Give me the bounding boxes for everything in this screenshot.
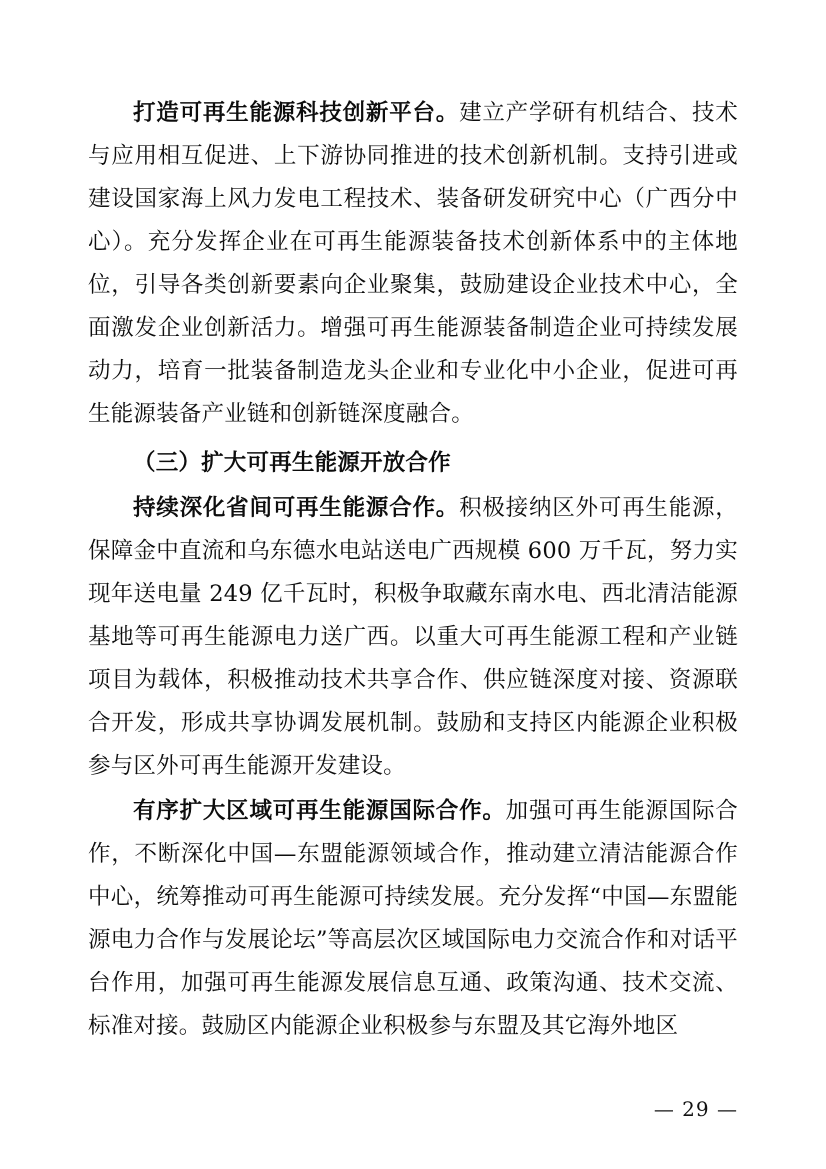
paragraph-international (88, 790, 738, 1048)
paragraph-interprovincial (88, 487, 738, 788)
section-heading-three: （三）扩大可再生能源开放合作 (133, 450, 451, 476)
paragraph-text: 积极接纳区外可再生能源，保障金中直流和乌东德水电站送电广西规模 600 万千瓦，努力实现年送电量 249 亿千瓦时，积极争取藏东南水电、西北清洁能源基地等可再生能源电力送广西。以重大可再生能源工程和产业链项目为载体，积极推动技术共享合作、供应链深度对接、资源联合开发，形成共享协调发展机制。鼓励和支持区内能源企业积极参与区外可再生能源开发建设。 (88, 495, 738, 779)
paragraph-lead: 打造可再生能源科技创新平台。 (133, 100, 460, 126)
paragraph-text: 加强可再生能源国际合作，不断深化中国—东盟能源领域合作，推动建立清洁能源合作中心，统筹推动可再生能源可持续发展。充分发挥“中国—东盟能源电力合作与发展论坛”等高层次区域国际电力交流合作和对话平台作用，加强可再生能源发展信息互通、政策沟通、技术交流、标准对接。鼓励区内能源企业积极参与东盟及其它海外地区 (88, 798, 738, 1039)
paragraph-platform (88, 92, 738, 436)
page-number: — 29 — (653, 1097, 738, 1121)
paragraph-lead: 持续深化省间可再生能源合作。 (133, 495, 460, 521)
document-body (88, 92, 738, 1048)
paragraph-lead: 有序扩大区域可再生能源国际合作。 (133, 798, 506, 824)
paragraph-text: 建立产学研有机结合、技术与应用相互促进、上下游协同推进的技术创新机制。支持引进或建设国家海上风力发电工程技术、装备研发研究中心（广西分中心）。充分发挥企业在可再生能源装备技术创新体系中的主体地位，引导各类创新要素向企业聚集，鼓励建设企业技术中心，全面激发企业创新活力。增强可再生能源装备制造企业可持续发展动力，培育一批装备制造龙头企业和专业化中小企业，促进可再生能源装备产业链和创新链深度融合。 (88, 100, 738, 427)
